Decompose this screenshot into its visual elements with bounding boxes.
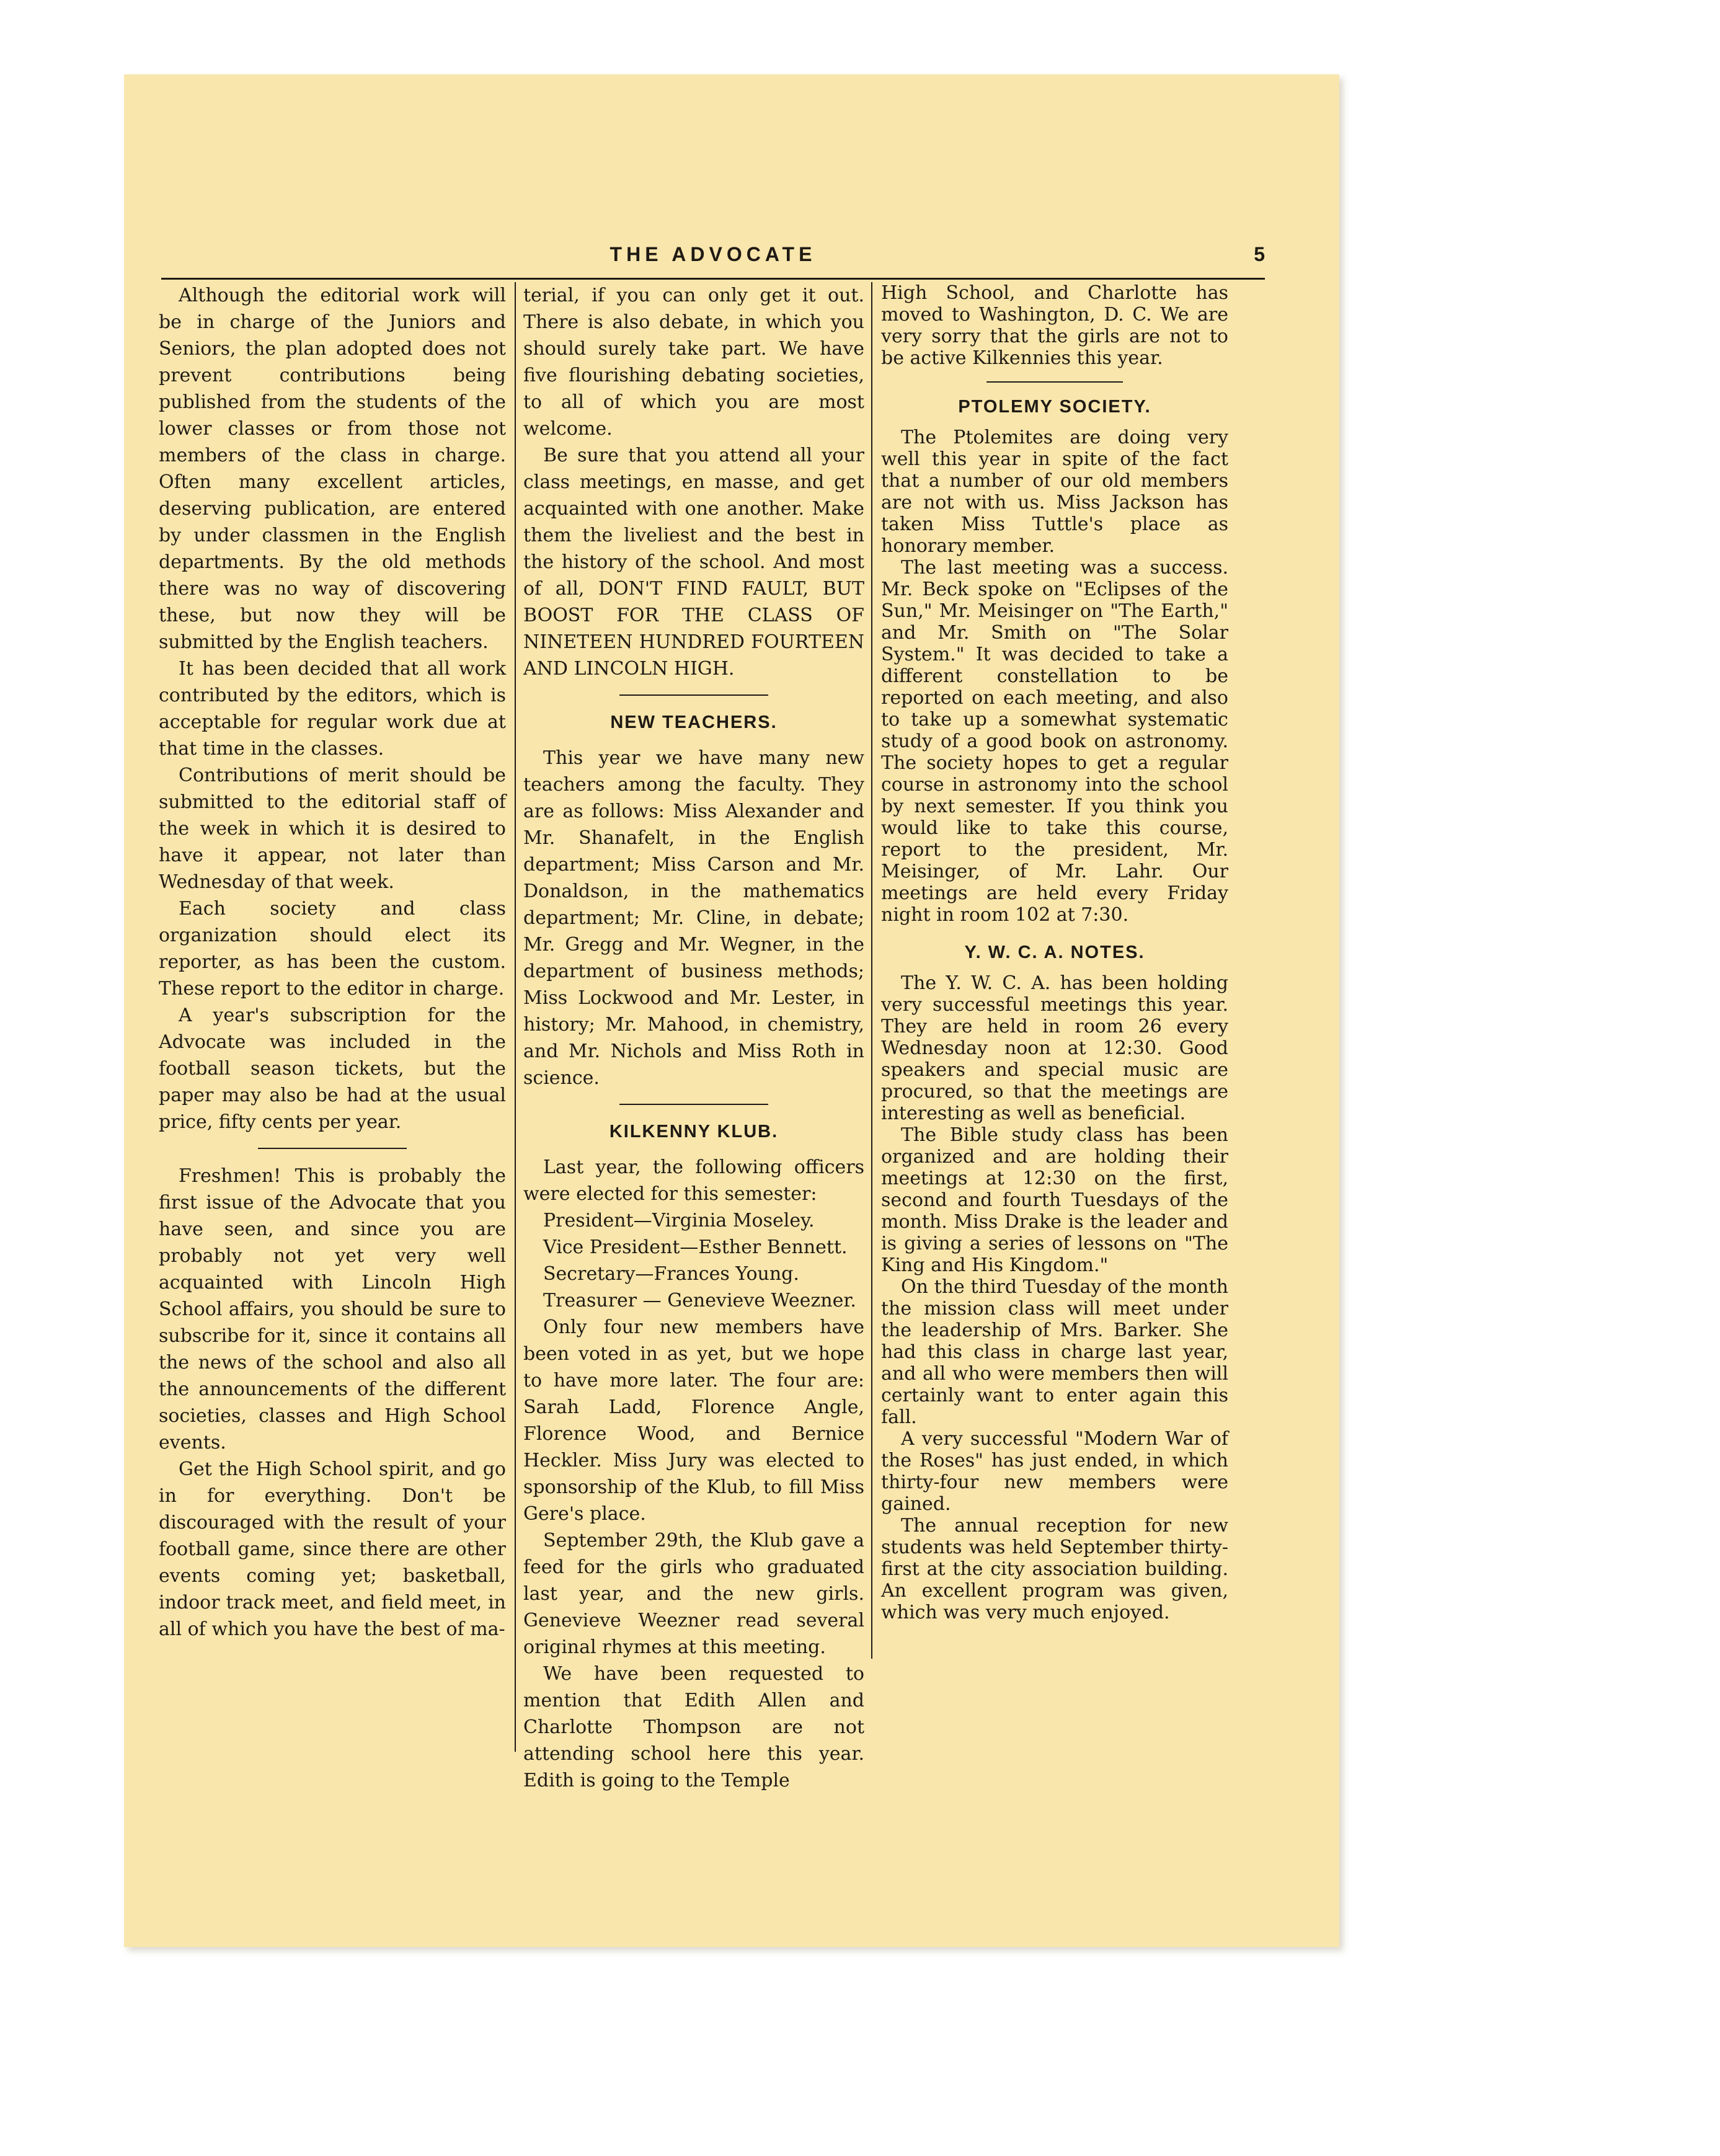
officer-line: Secretary—Frances Young.: [543, 1263, 799, 1285]
article-paragraph: Each society and class organization should elect its reporter, as has been the custom. These report to the editor in charge.: [159, 898, 506, 1000]
article-paragraph: The last meeting was a success. Mr. Beck spoke on "Eclipses of the Sun," Mr. Meisinger on "The Earth," and Mr. Smith on "The Solar System." It was decided to take a different constellation to be reported on each meeting, and also to take up a somewhat systematic study of a good book on astronomy. The society hopes to get a regular course in astronomy into the school by next semester. If you think you would like to take this course, report to the president, Mr. Meisinger, of Mr. Lahr. Our meetings are held every Friday night in room 102 at 7:30.: [881, 557, 1228, 926]
article-paragraph: This year we have many new teachers among the faculty. They are as follows: Miss Alexander and Mr. Shanafelt, in the English department; Miss Carson and Mr. Donaldson, in the mathematics department; Mr. Cline, in debate; Mr. Gregg and Mr. Wegner, in the department of business methods; Miss Lockwood and Mr. Lester, in history; Mr. Mahood, in chemistry, and Mr. Nichols and Miss Roth in science.: [523, 747, 864, 1089]
article-paragraph: September 29th, the Klub gave a feed for the girls who graduated last year, and the new girls. Genevieve Weezner read several original rhymes at this meeting.: [523, 1530, 864, 1658]
officer-line: Treasurer — Genevieve Weezner.: [543, 1290, 856, 1311]
article-paragraph: Only four new members have been voted in as yet, but we hope to have more later. The four are: Sarah Ladd, Florence Angle, Florence Wood, and Bernice Heckler. Miss Jury was elected to sponsorship of the Klub, to fill Miss Gere's place.: [523, 1316, 864, 1525]
section-divider: [258, 1148, 407, 1149]
section-heading-kilkenny-klub: KILKENNY KLUB.: [609, 1122, 779, 1142]
newspaper-page: [124, 74, 1339, 1947]
column-3: [871, 282, 1228, 1659]
article-paragraph: Be sure that you attend all your class meetings, en masse, and get acquainted with one another. Make them the liveliest and the best in the history of the school. And most of all, DON'T FIND FAULT, BUT BOOST FOR THE CLASS OF NINETEEN HUNDRED FOURTEEN AND LINCOLN HIGH.: [523, 445, 864, 680]
article-paragraph: The Ptolemites are doing very well this year in spite of the fact that a number of our old members are not with us. Miss Jackson has taken Miss Tuttle's place as honorary member.: [881, 427, 1228, 557]
article-paragraph: It has been decided that all work contributed by the editors, which is acceptable for regular work due at that time in the classes.: [159, 658, 506, 760]
section-heading-new-teachers: NEW TEACHERS.: [610, 712, 778, 732]
article-paragraph: The Y. W. C. A. has been holding very successful meetings this year. They are held in room 26 every Wednesday noon at 12:30. Good speakers and special music are procured, so that the meetings are interesting as well as beneficial.: [881, 972, 1228, 1124]
officer-line: President—Virginia Moseley.: [543, 1210, 815, 1231]
article-paragraph: High School, and Charlotte has moved to Washington, D. C. We are very sorry that the girls are not to be active Kilkennies this year.: [881, 282, 1228, 369]
officer-line: Vice President—Esther Bennett.: [543, 1236, 848, 1258]
article-paragraph: On the third Tuesday of the month the mission class will meet under the leadership of Mrs. Barker. She had this class in charge last year, and all who were members then will certainly want to enter again this fall.: [881, 1276, 1228, 1428]
page-header: [161, 241, 1265, 280]
publication-title: THE ADVOCATE: [610, 243, 817, 265]
section-divider: [619, 694, 768, 696]
article-paragraph: A very successful "Modern War of the Roses" has just ended, in which thirty-four new members were gained.: [881, 1428, 1228, 1515]
section-heading-ptolemy-society: PTOLEMY SOCIETY.: [958, 397, 1151, 417]
section-divider: [619, 1104, 768, 1105]
column-1: [159, 282, 506, 1752]
article-paragraph: Get the High School spirit, and go in for everything. Don't be discouraged with the result of your football game, since there are other events coming yet; basketball, indoor track meet, and field meet, in all of which you have the best of ma-: [159, 1458, 506, 1640]
section-divider: [986, 381, 1123, 383]
article-paragraph: The annual reception for new students was held September thirty-first at the city association building. An excellent program was given, which was very much enjoyed.: [881, 1515, 1228, 1623]
article-paragraph: terial, if you can only get it out. There is also debate, in which you should surely take part. We have five flourishing debating societies, to all of which you are most welcome.: [523, 285, 864, 440]
article-paragraph: Freshmen! This is probably the first issue of the Advocate that you have seen, and since you are probably not yet very well acquainted with Lincoln High School affairs, you should be sure to subscribe for it, since it contains all the news of the school and also all the announcements of the different societies, classes and High School events.: [159, 1165, 506, 1453]
article-paragraph: We have been requested to mention that Edith Allen and Charlotte Thompson are not attending school here this year. Edith is going to the Temple: [523, 1663, 864, 1791]
article-paragraph: Contributions of merit should be submitted to the editorial staff of the week in which it is desired to have it appear, not later than Wednesday of that week.: [159, 765, 506, 893]
article-paragraph: Last year, the following officers were elected for this semester:: [523, 1156, 864, 1205]
spacer: [881, 926, 1228, 942]
column-2: [515, 282, 864, 1791]
page-number: 5: [1254, 243, 1265, 265]
article-paragraph: A year's subscription for the Advocate was included in the football season tickets, but the paper may also be had at the usual price, fifty cents per year.: [159, 1005, 506, 1133]
article-paragraph: The Bible study class has been organized and are holding their meetings at 12:30 on the first, second and fourth Tuesdays of the month. Miss Drake is the leader and is giving a series of lessons on "The King and His Kingdom.": [881, 1124, 1228, 1276]
article-paragraph: Although the editorial work will be in charge of the Juniors and Seniors, the plan adopted does not prevent contributions being published from the students of the lower classes or from those not members of the class in charge. Often many excellent articles, deserving publication, are entered by under classmen in the English departments. By the old methods there was no way of discovering these, but now they will be submitted by the English teachers.: [159, 285, 506, 653]
section-heading-ywca-notes: Y. W. C. A. NOTES.: [964, 943, 1145, 962]
